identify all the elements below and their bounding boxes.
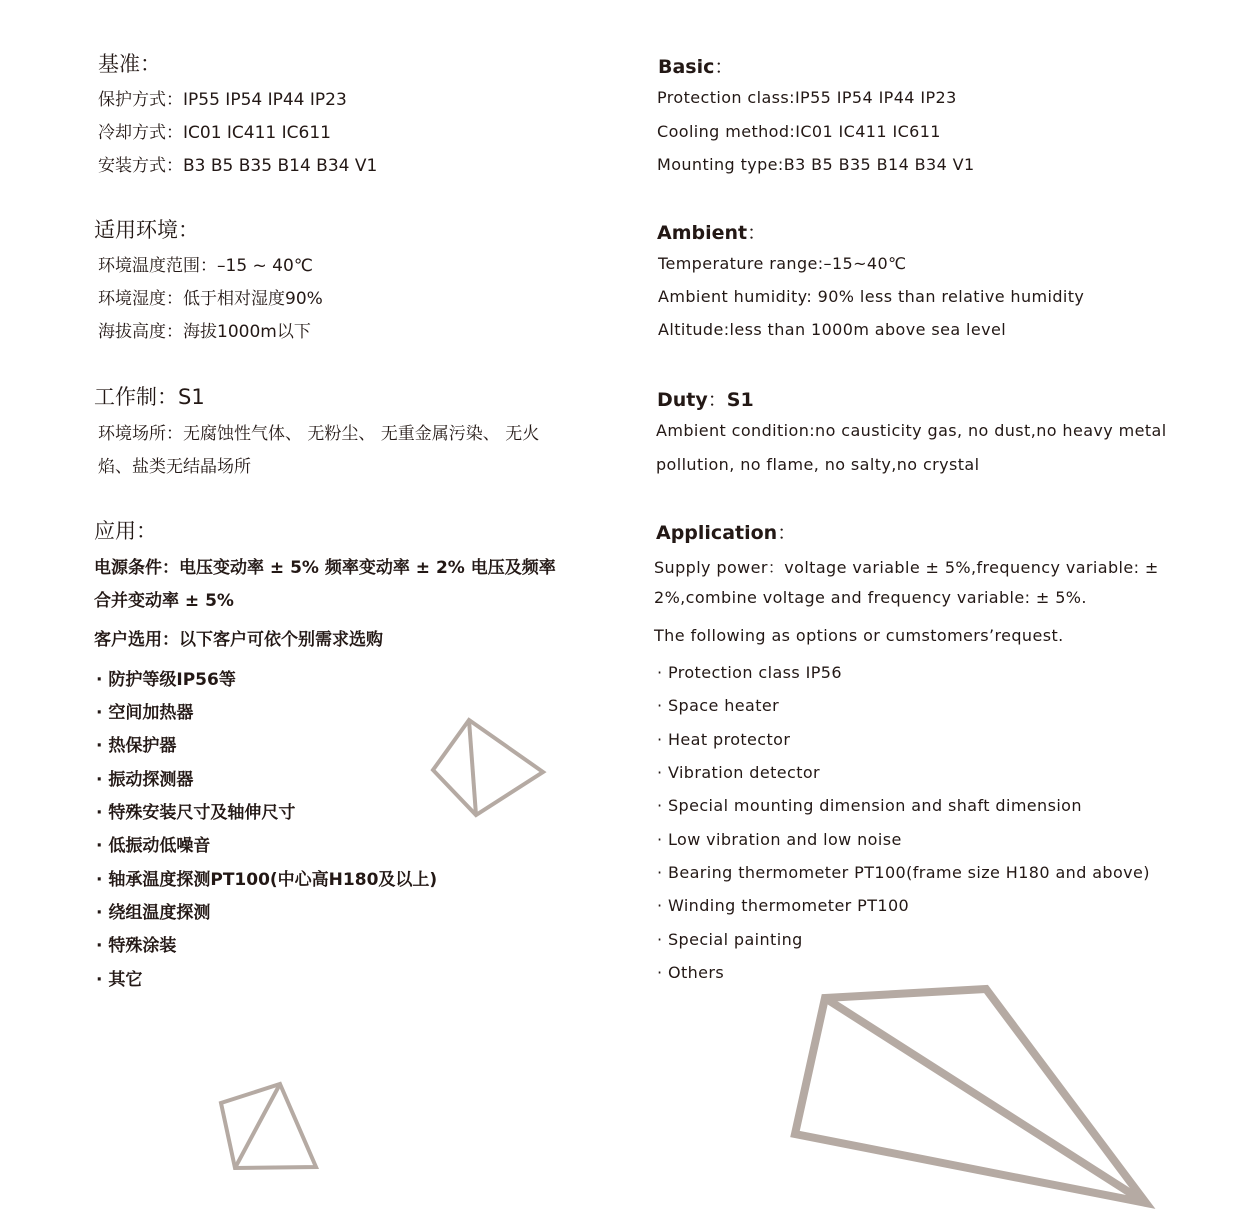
cn-option-item: · 热保护器 — [96, 736, 177, 756]
en-option-item: · Protection class IP56 — [657, 663, 842, 682]
cn-option-item: · 低振动低噪音 — [96, 836, 211, 856]
en-basic-colon: ： — [714, 56, 734, 78]
en-option-item: · Special mounting dimension and shaft dimension — [657, 796, 1082, 815]
cn-option-item: · 振动探测器 — [96, 770, 194, 790]
en-basic-title-text: Basic — [658, 56, 715, 78]
en-option-item: · Space heater — [657, 696, 780, 715]
cn-basic-line: 保护方式：IP55 IP54 IP44 IP23 — [98, 90, 347, 110]
en-ambient-line: Ambient humidity: 90% less than relative humidity — [658, 287, 1085, 306]
cn-option-item: · 其它 — [96, 970, 143, 990]
en-ambient-colon: ： — [747, 222, 767, 244]
cn-basic-title: 基准： — [98, 52, 161, 76]
en-option-item: · Low vibration and low noise — [657, 830, 902, 849]
en-duty-line: Ambient condition:no causticity gas, no dust,no heavy metal — [656, 421, 1167, 440]
small-triangle-top-edge — [469, 720, 476, 815]
en-basic-line: Cooling method:IC01 IC411 IC611 — [657, 122, 941, 141]
cn-ambient-line: 环境温度范围：–15 ~ 40℃ — [98, 256, 313, 276]
cn-duty-line: 环境场所：无腐蚀性气体、 无粉尘、 无重金属污染、 无火 — [98, 424, 540, 444]
en-option-item: · Winding thermometer PT100 — [657, 896, 910, 915]
en-duty-value: S1 — [726, 389, 754, 411]
cn-basic-line: 安装方式：B3 B5 B35 B14 B34 V1 — [98, 156, 378, 176]
en-options-intro: The following as options or cumstomers’request. — [654, 626, 1064, 645]
small-triangle-top — [433, 720, 543, 815]
en-application-colon: ： — [777, 522, 797, 544]
en-supply-line: Supply power：voltage variable ± 5%,frequency variable: ± — [654, 558, 1159, 577]
cn-option-item: · 轴承温度探测PT100(中心高H180及以上) — [96, 870, 438, 890]
en-option-item: · Heat protector — [657, 730, 791, 749]
cn-option-item: · 空间加热器 — [96, 703, 194, 723]
cn-supply-line: 合并变动率 ± 5% — [94, 591, 234, 611]
en-duty-title-text: Duty — [657, 389, 708, 411]
cn-option-item: · 特殊安装尺寸及轴伸尺寸 — [96, 803, 296, 823]
en-option-item: · Special painting — [657, 930, 803, 949]
en-application-title-text: Application — [656, 522, 778, 544]
en-supply-line: 2%,combine voltage and frequency variable: ± 5%. — [654, 588, 1087, 607]
cn-option-item: · 特殊涂装 — [96, 936, 177, 956]
en-ambient-title-text: Ambient — [657, 222, 748, 244]
cn-ambient-line: 海拔高度：海拔1000m以下 — [98, 322, 311, 342]
cn-ambient-title: 适用环境： — [94, 218, 199, 242]
en-basic-line: Protection class:IP55 IP54 IP44 IP23 — [657, 88, 957, 107]
en-duty-title — [657, 385, 754, 412]
small-triangle-bottom — [221, 1084, 316, 1168]
cn-ambient-line: 环境湿度：低于相对湿度90% — [98, 289, 323, 309]
cn-supply-line: 电源条件：电压变动率 ± 5% 频率变动率 ± 2% 电压及频率 — [94, 558, 556, 578]
en-basic-title — [658, 52, 733, 79]
en-ambient-title — [657, 218, 766, 245]
cn-basic-line: 冷却方式：IC01 IC411 IC611 — [98, 123, 331, 143]
cn-option-item: · 绕组温度探测 — [96, 903, 211, 923]
en-application-title — [656, 518, 796, 545]
en-duty-line: pollution, no flame, no salty,no crystal — [656, 455, 980, 474]
en-option-item: · Others — [657, 963, 725, 982]
en-duty-colon: ： — [707, 389, 727, 411]
en-ambient-line: Altitude:less than 1000m above sea level — [658, 320, 1007, 339]
cn-option-item: · 防护等级IP56等 — [96, 670, 236, 690]
en-ambient-line: Temperature range:–15~40℃ — [658, 254, 907, 273]
en-option-item: · Vibration detector — [657, 763, 821, 782]
en-basic-line: Mounting type:B3 B5 B35 B14 B34 V1 — [657, 155, 975, 174]
cn-duty-title: 工作制：S1 — [94, 385, 205, 409]
cn-application-title: 应用： — [94, 519, 157, 543]
cn-options-intro: 客户选用：以下客户可依个别需求选购 — [94, 630, 383, 650]
en-option-item: · Bearing thermometer PT100(frame size H180 and above) — [657, 863, 1150, 882]
cn-duty-line: 焰、盐类无结晶场所 — [98, 457, 251, 477]
